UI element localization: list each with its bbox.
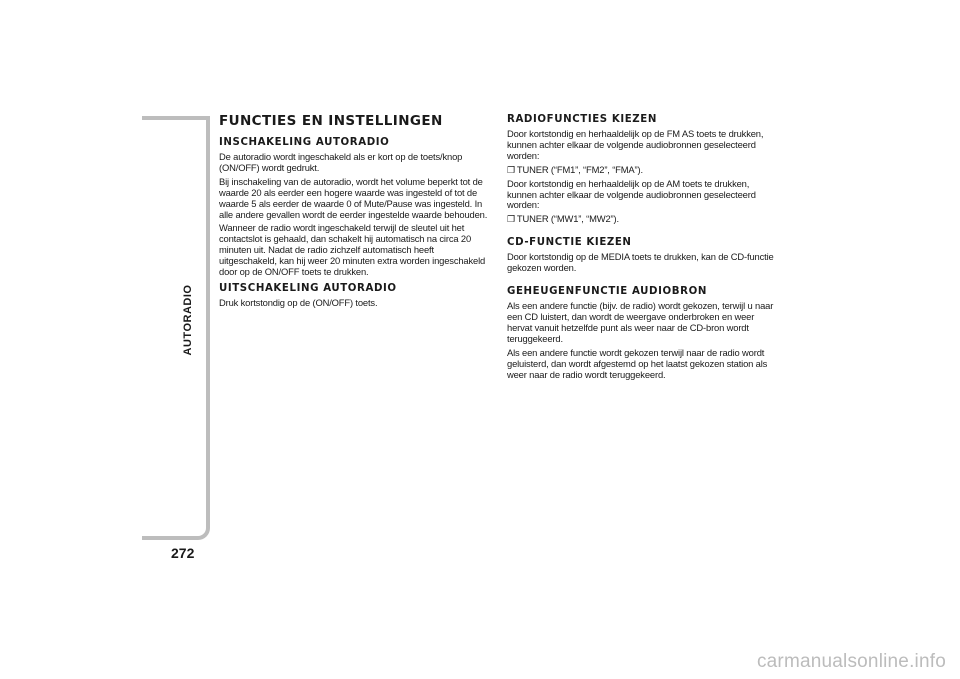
main-title: FUNCTIES EN INSTELLINGEN: [219, 113, 443, 129]
paragraph: Wanneer de radio wordt ingeschakeld terwijl de sleutel uit het contactslot is gehaald, dan schakelt hij automatisch na circa 20 minuten uit. Nadat de radio zichzelf automatisch heeft uitgeschakeld, kan hij weer 20 minuten extra worden ingeschakeld door op de ON/OFF toets te drukken.: [219, 222, 486, 278]
section-side-tab: [176, 270, 200, 370]
section-heading: GEHEUGENFUNCTIE AUDIOBRON: [507, 286, 707, 298]
bullet-text: TUNER (“FM1”, “FM2”, “FMA”).: [516, 163, 643, 175]
section-heading: CD-FUNCTIE KIEZEN: [507, 237, 632, 249]
section-heading: INSCHAKELING AUTORADIO: [219, 137, 390, 148]
paragraph: De autoradio wordt ingeschakeld als er kort op de toets/knop (ON/OFF) wordt gedrukt.: [219, 151, 463, 173]
paragraph: Als een andere functie (bijv. de radio) wordt gekozen, terwijl u naar een CD luistert, dan wordt de weergave onderbroken en weer hervat vanuit hetzelfde punt als weer naar de CD-bron wordt teruggekeerd.: [507, 300, 774, 344]
paragraph: Door kortstondig en herhaaldelijk op de AM toets te drukken, kunnen achter elkaar de volgende audiobronnen geselecteerd worden:: [507, 177, 756, 211]
paragraph: Door kortstondig en herhaaldelijk op de FM AS toets te drukken, kunnen achter elkaar de volgende audiobronnen geselecteerd worden:: [507, 128, 764, 161]
paragraph: Door kortstondig op de MEDIA toets te drukken, kan de CD-functie gekozen worden.: [507, 251, 774, 274]
right-column: [507, 113, 779, 383]
page-number: 272: [171, 545, 195, 561]
section-heading: RADIOFUNCTIES KIEZEN: [507, 114, 657, 125]
section-heading: UITSCHAKELING AUTORADIO: [219, 282, 397, 294]
paragraph: Als een andere functie wordt gekozen terwijl naar de radio wordt geluisterd, dan wordt afgestemd op het laatst gekozen station als weer naar de radio wordt teruggekeerd.: [507, 346, 768, 380]
paragraph: Druk kortstondig op de (ON/OFF) toets.: [219, 296, 378, 308]
bullet-item: [507, 214, 779, 225]
watermark: carmanualsonline.info: [756, 651, 946, 672]
paragraph: Bij inschakeling van de autoradio, wordt het volume beperkt tot de waarde 20 als eerder een hogere waarde was ingesteld of tot de waarde 5 als eerder de waarde 0 of Mute/Pause was ingesteld. In alle andere gevallen wordt de eerder ingestelde waarde behouden.: [219, 175, 488, 220]
bullet-text: TUNER (“MW1”, “MW2”).: [516, 213, 619, 225]
left-column: [219, 113, 489, 312]
bullet-box-icon: ❒: [507, 214, 515, 225]
side-tab-label: AUTORADIO: [182, 284, 194, 356]
bullet-box-icon: ❒: [507, 164, 515, 175]
bullet-item: [507, 165, 779, 176]
